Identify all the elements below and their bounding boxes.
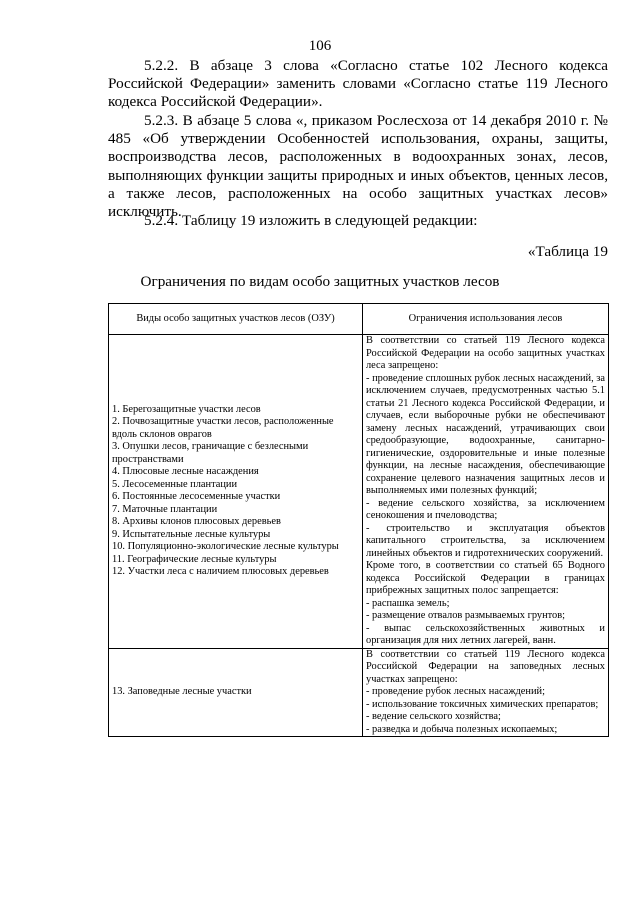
paragraph-5-2-3 — [108, 112, 608, 221]
type-item: 4. Плюсовые лесные насаждения — [112, 466, 259, 478]
page-number: 106 — [308, 38, 332, 54]
table-header-row — [109, 304, 609, 335]
type-item: 1. Берегозащитные участки лесов — [112, 403, 261, 415]
restriction-item: - строительство и эксплуатация объектов капитального строительства, за исключением линейных объектов и гидротехнических сооружений. — [366, 522, 605, 559]
type-item: 5. Лесосеменные плантации — [112, 478, 238, 490]
table-row — [109, 648, 609, 737]
type-item: 9. Испытательные лесные культуры — [112, 528, 271, 540]
restriction-item: - разведка и добыча полезных ископаемых; — [366, 723, 558, 735]
restriction-item: - распашка земель; — [366, 597, 450, 609]
types-cell — [109, 335, 363, 649]
header-types: Виды особо защитных участков лесов (ОЗУ) — [109, 304, 363, 335]
restrictions-table — [108, 303, 609, 737]
restrictions-cell — [363, 648, 609, 737]
paragraph-text: 5.2.2. В абзаце 3 слова «Согласно статье 102 Лесного кодекса Российской Федерации» заменить словами «Согласно статье 119 Лесного кодекса Российской Федерации». — [108, 57, 608, 111]
restriction-item: - ведение сельского хозяйства; — [366, 711, 501, 722]
restriction-item: Кроме того, в соответствии со статьей 65 Водного кодекса Российской Федерации в границах прибрежных защитных полос запрещается: — [366, 560, 605, 596]
restriction-item: - использование токсичных химических препаратов; — [366, 698, 599, 710]
table-row — [109, 335, 609, 649]
restriction-item: - выпас сельскохозяйственных животных и организация для них летних лагерей, ванн. — [366, 622, 605, 646]
paragraph-5-2-4 — [108, 212, 608, 230]
restriction-item: - проведение сплошных рубок лесных насаждений, за исключением случаев, предусмотренных частью 5.1 статьи 21 Лесного кодекса Российской Федерации, и случаев, если выборочные рубки не обеспечивают замену лесных насаждений, утрачивающих свои средообразующие, водоохранные, санитарно-гигиенические, оздоровительные и иные полезные функции, на лесные насаждения, обеспечивающие сохранение целевого назначения защитных лесов и выполняемых ими полезных функций; — [366, 372, 605, 496]
paragraph-5-2-2 — [108, 57, 608, 112]
type-item: 13. Заповедные лесные участки — [112, 686, 252, 697]
restriction-item: В соответствии со статьей 119 Лесного кодекса Российской Федерации на особо защитных участках леса запрещено: — [366, 335, 605, 371]
restriction-item: - проведение рубок лесных насаждений; — [366, 686, 545, 697]
restriction-item: В соответствии со статьей 119 Лесного кодекса Российской Федерации на заповедных лесных участках запрещено: — [366, 648, 605, 685]
type-item: 7. Маточные плантации — [112, 503, 218, 515]
type-item: 11. Географические лесные культуры — [112, 553, 277, 565]
paragraph-text: 5.2.4. Таблицу 19 изложить в следующей редакции: — [144, 212, 478, 229]
restriction-item: - ведение сельского хозяйства, за исключением сенокошения и пчеловодства; — [366, 497, 605, 521]
type-item: 6. Постоянные лесосеменные участки — [112, 491, 281, 503]
table-caption: «Таблица 19 — [527, 243, 608, 260]
paragraph-text: 5.2.3. В абзаце 5 слова «, приказом Рослесхоза от 14 декабря 2010 г. № 485 «Об утверждении Особенностей использования, охраны, защиты, воспроизводства лесов, расположенных в водоохранных зонах, лесов, выполняющих функции защиты природных и иных объектов, ценных лесов, а также лесов, расположенных на особо защитных участках лесов» исключить. — [108, 112, 608, 221]
header-restrictions: Ограничения использования лесов — [363, 304, 609, 335]
types-cell — [109, 648, 363, 737]
type-item: 2. Почвозащитные участки лесов, расположенные вдоль склонов оврагов — [112, 416, 334, 440]
type-item: 12. Участки леса с наличием плюсовых деревьев — [112, 566, 329, 578]
type-item: 10. Популяционно-экологические лесные культуры — [112, 541, 339, 553]
type-item: 8. Архивы клонов плюсовых деревьев — [112, 516, 281, 528]
type-item: 3. Опушки лесов, граничащие с безлесными пространствами — [112, 441, 309, 465]
table-title: Ограничения по видам особо защитных участков лесов — [140, 273, 500, 290]
restriction-item: - размещение отвалов размываемых грунтов; — [366, 610, 566, 621]
restrictions-cell — [363, 335, 609, 649]
